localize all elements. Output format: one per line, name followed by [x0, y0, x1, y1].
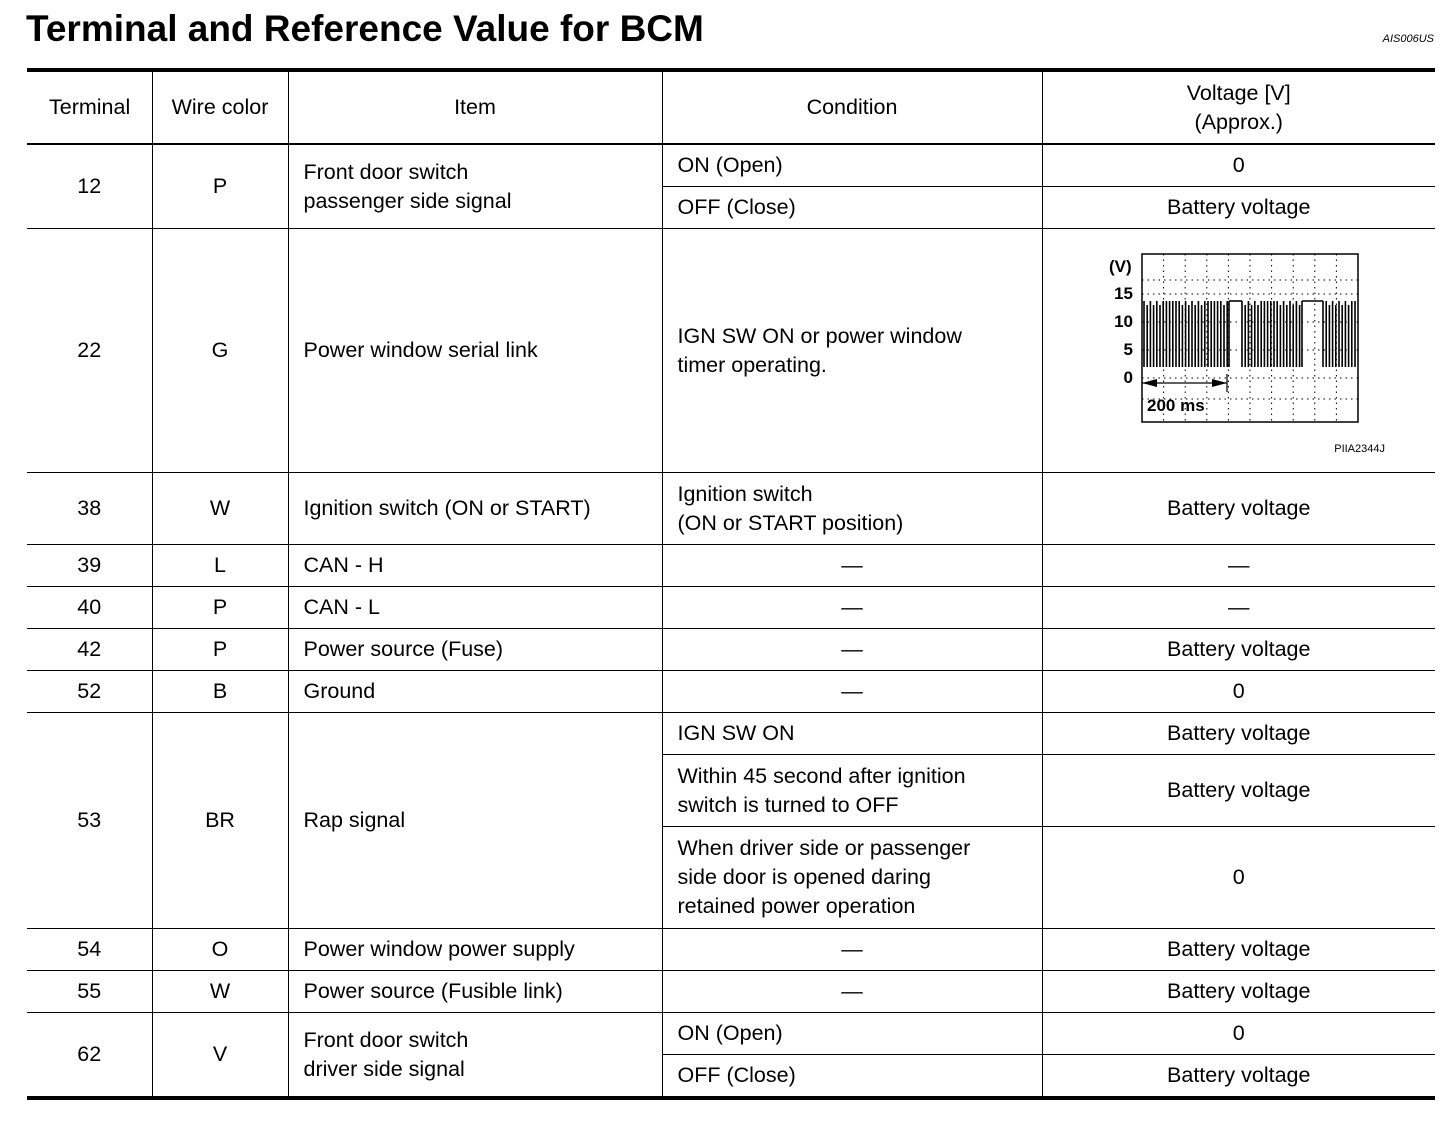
page-title: Terminal and Reference Value for BCM: [26, 8, 704, 49]
terminal-cell: 22: [27, 229, 152, 473]
table-row: [27, 545, 1435, 587]
terminal-cell: 39: [27, 545, 152, 587]
voltage-cell: Battery voltage: [1042, 713, 1435, 755]
condition-cell: —: [662, 629, 1042, 671]
document-code: AIS006US: [1382, 33, 1434, 45]
header-voltage-line2: (Approx.): [1194, 109, 1283, 134]
time-scale-marker: [1142, 374, 1227, 392]
wire-color-cell: P: [152, 144, 288, 229]
wire-color-cell: W: [152, 473, 288, 545]
voltage-cell: 0: [1042, 1013, 1435, 1055]
header-item: Item: [288, 70, 662, 144]
wire-color-cell: L: [152, 545, 288, 587]
condition-cell: [662, 755, 1042, 827]
header-condition: Condition: [662, 70, 1042, 144]
condition-cell: OFF (Close): [662, 1055, 1042, 1099]
condition-cell: —: [662, 545, 1042, 587]
condition-cell: —: [662, 671, 1042, 713]
header-voltage-line1: Voltage [V]: [1186, 80, 1291, 105]
condition-cell: —: [662, 587, 1042, 629]
terminal-cell: 52: [27, 671, 152, 713]
voltage-cell: Battery voltage: [1042, 755, 1435, 827]
condition-cell: IGN SW ON: [662, 713, 1042, 755]
table-row: [27, 1013, 1435, 1055]
terminal-cell: 55: [27, 971, 152, 1013]
condition-cell: [662, 473, 1042, 545]
condition-cell: OFF (Close): [662, 187, 1042, 229]
condition-cell: ON (Open): [662, 1013, 1042, 1055]
item-cell: Rap signal: [288, 713, 662, 929]
voltage-cell: 0: [1042, 827, 1435, 929]
voltage-cell: Battery voltage: [1042, 187, 1435, 229]
voltage-cell: 0: [1042, 144, 1435, 187]
item-cell: Ignition switch (ON or START): [288, 473, 662, 545]
waveform-time-label: 200 ms: [1146, 396, 1205, 415]
condition-line: Ignition switch: [677, 481, 813, 506]
condition-cell: —: [662, 971, 1042, 1013]
wire-color-cell: G: [152, 229, 288, 473]
waveform-y-tick: 0: [1123, 368, 1133, 387]
condition-line: Within 45 second after ignition: [677, 763, 966, 788]
item-line: Front door switch: [303, 159, 469, 184]
wire-color-cell: B: [152, 671, 288, 713]
voltage-cell: 0: [1042, 671, 1435, 713]
header-voltage: [1042, 70, 1435, 144]
table-row: [27, 671, 1435, 713]
item-line: Front door switch: [303, 1027, 469, 1052]
item-cell: [288, 144, 662, 229]
condition-line: retained power operation: [677, 894, 916, 918]
terminal-cell: 38: [27, 473, 152, 545]
wire-color-cell: W: [152, 971, 288, 1013]
wire-color-cell: O: [152, 929, 288, 971]
voltage-cell: —: [1042, 545, 1435, 587]
table-row: [27, 587, 1435, 629]
condition-line: (ON or START position): [677, 510, 904, 535]
voltage-cell: Battery voltage: [1042, 473, 1435, 545]
header-wire-color: Wire color: [152, 70, 288, 144]
table-row: [27, 229, 1435, 473]
serial-link-waveform-chart: [1097, 249, 1397, 459]
voltage-cell: Battery voltage: [1042, 971, 1435, 1013]
item-line: passenger side signal: [303, 188, 512, 213]
table-header-row: [27, 70, 1435, 144]
waveform-y-tick: 15: [1113, 284, 1133, 303]
item-cell: Power window power supply: [288, 929, 662, 971]
table-row: [27, 629, 1435, 671]
table-row: [27, 713, 1435, 755]
header-terminal: Terminal: [27, 70, 152, 144]
condition-cell: [662, 229, 1042, 473]
voltage-cell-waveform: [1042, 229, 1435, 473]
waveform-y-tick: 5: [1123, 340, 1133, 359]
condition-cell: ON (Open): [662, 144, 1042, 187]
voltage-cell: Battery voltage: [1042, 1055, 1435, 1099]
terminal-cell: 40: [27, 587, 152, 629]
terminal-cell: 62: [27, 1013, 152, 1099]
table-row: [27, 971, 1435, 1013]
waveform-y-tick: 10: [1113, 312, 1133, 331]
condition-line: When driver side or passenger: [677, 836, 971, 860]
wire-color-cell: P: [152, 587, 288, 629]
wire-color-cell: BR: [152, 713, 288, 929]
item-cell: CAN - H: [288, 545, 662, 587]
table-row: [27, 144, 1435, 187]
terminal-cell: 12: [27, 144, 152, 229]
voltage-cell: Battery voltage: [1042, 629, 1435, 671]
item-cell: Power window serial link: [288, 229, 662, 473]
terminal-cell: 54: [27, 929, 152, 971]
item-line: driver side signal: [303, 1056, 465, 1081]
condition-line: side door is opened daring: [677, 865, 931, 889]
item-cell: CAN - L: [288, 587, 662, 629]
item-cell: Power source (Fusible link): [288, 971, 662, 1013]
condition-line: IGN SW ON or power window: [677, 323, 962, 348]
terminal-cell: 53: [27, 713, 152, 929]
figure-id-label: PIIA2344J: [1333, 443, 1385, 455]
terminal-cell: 42: [27, 629, 152, 671]
table-row: [27, 473, 1435, 545]
terminal-reference-table: [27, 68, 1435, 1100]
item-cell: [288, 1013, 662, 1099]
wire-color-cell: V: [152, 1013, 288, 1099]
waveform-pulses: [1144, 301, 1355, 367]
waveform-unit-label: (V): [1108, 257, 1132, 276]
item-cell: Ground: [288, 671, 662, 713]
condition-line: timer operating.: [677, 352, 827, 377]
item-cell: Power source (Fuse): [288, 629, 662, 671]
condition-cell: [662, 827, 1042, 929]
condition-line: switch is turned to OFF: [677, 792, 899, 817]
voltage-cell: Battery voltage: [1042, 929, 1435, 971]
condition-cell: —: [662, 929, 1042, 971]
wire-color-cell: P: [152, 629, 288, 671]
table-row: [27, 929, 1435, 971]
voltage-cell: —: [1042, 587, 1435, 629]
